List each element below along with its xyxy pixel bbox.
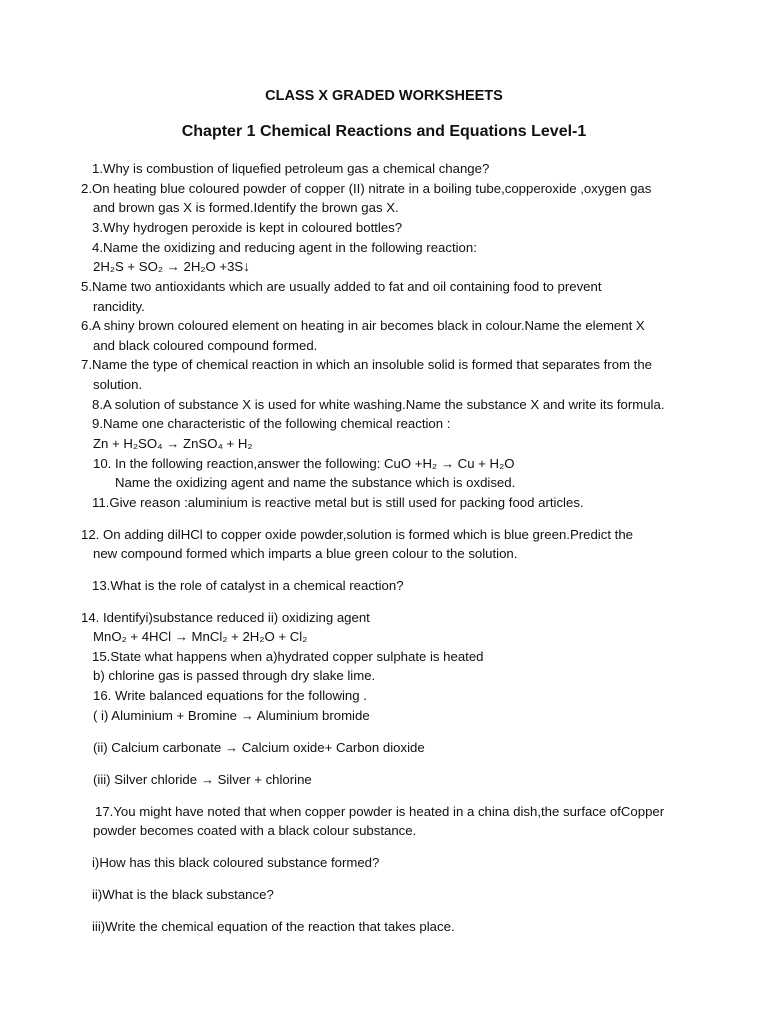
question-6-line-2: and black coloured compound formed. — [93, 338, 318, 353]
equation-16-ii: (ii) Calcium carbonate → Calcium oxide+ Carbon dioxide — [93, 740, 425, 755]
question-11: 11.Give reason :aluminium is reactive metal but is still used for packing food articles. — [92, 495, 584, 510]
question-12-line-1: 12. On adding dilHCl to copper oxide powder,solution is formed which is blue green.Predict the — [81, 527, 633, 542]
chapter-heading: Chapter 1 Chemical Reactions and Equations Level-1 — [181, 123, 587, 140]
question-17-iii: iii)Write the chemical equation of the reaction that takes place. — [92, 919, 455, 934]
question-10-line-1: 10. In the following reaction,answer the following: CuO +H₂ → Cu + H₂O — [93, 456, 515, 471]
question-8: 8.A solution of substance X is used for white washing.Name the substance X and write its formula. — [92, 397, 665, 412]
question-6-line-1: 6.A shiny brown coloured element on heating in air becomes black in colour.Name the element X — [81, 318, 645, 333]
question-2-line-2: and brown gas X is formed.Identify the brown gas X. — [93, 200, 399, 215]
worksheet-title: CLASS X GRADED WORKSHEETS — [265, 88, 503, 104]
question-17-line-1: 17.You might have noted that when copper powder is heated in a china dish,the surface ofCopper — [95, 804, 665, 819]
question-3: 3.Why hydrogen peroxide is kept in coloured bottles? — [92, 220, 403, 235]
question-17-ii: ii)What is the black substance? — [92, 887, 274, 902]
question-17-line-2: powder becomes coated with a black colour substance. — [93, 823, 417, 838]
question-1: 1.Why is combustion of liquefied petroleum gas a chemical change? — [92, 161, 490, 176]
question-10-line-2: Name the oxidizing agent and name the substance which is oxdised. — [115, 475, 516, 490]
question-16: 16. Write balanced equations for the following . — [93, 688, 367, 703]
question-12-line-2: new compound formed which imparts a blue green colour to the solution. — [93, 546, 518, 561]
question-5-line-2: rancidity. — [93, 299, 145, 314]
equation-4: 2H₂S + SO₂ → 2H₂O +3S↓ — [93, 259, 250, 274]
question-7-line-1: 7.Name the type of chemical reaction in which an insoluble solid is formed that separates from the — [81, 357, 653, 372]
question-15-line-1: 15.State what happens when a)hydrated copper sulphate is heated — [92, 649, 484, 664]
equation-14: MnO₂ + 4HCl → MnCl₂ + 2H₂O + Cl₂ — [93, 629, 308, 644]
question-4: 4.Name the oxidizing and reducing agent in the following reaction: — [92, 240, 477, 255]
question-17-i: i)How has this black coloured substance formed? — [92, 855, 380, 870]
question-14: 14. Identifyi)substance reduced ii) oxidizing agent — [81, 610, 370, 625]
question-2-line-1: 2.On heating blue coloured powder of copper (II) nitrate in a boiling tube,copperoxide ,oxygen gas — [81, 181, 652, 196]
question-7-line-2: solution. — [93, 377, 143, 392]
question-15-line-2: b) chlorine gas is passed through dry slake lime. — [93, 668, 376, 683]
equation-16-iii: (iii) Silver chloride → Silver + chlorine — [93, 772, 312, 787]
equation-16-i: ( i) Aluminium + Bromine → Aluminium bromide — [93, 708, 370, 723]
question-13: 13.What is the role of catalyst in a chemical reaction? — [92, 578, 404, 593]
question-9: 9.Name one characteristic of the following chemical reaction : — [92, 416, 451, 431]
question-5-line-1: 5.Name two antioxidants which are usually added to fat and oil containing food to prevent — [81, 279, 602, 294]
equation-9: Zn + H₂SO₄ → ZnSO₄ + H₂ — [93, 436, 253, 451]
